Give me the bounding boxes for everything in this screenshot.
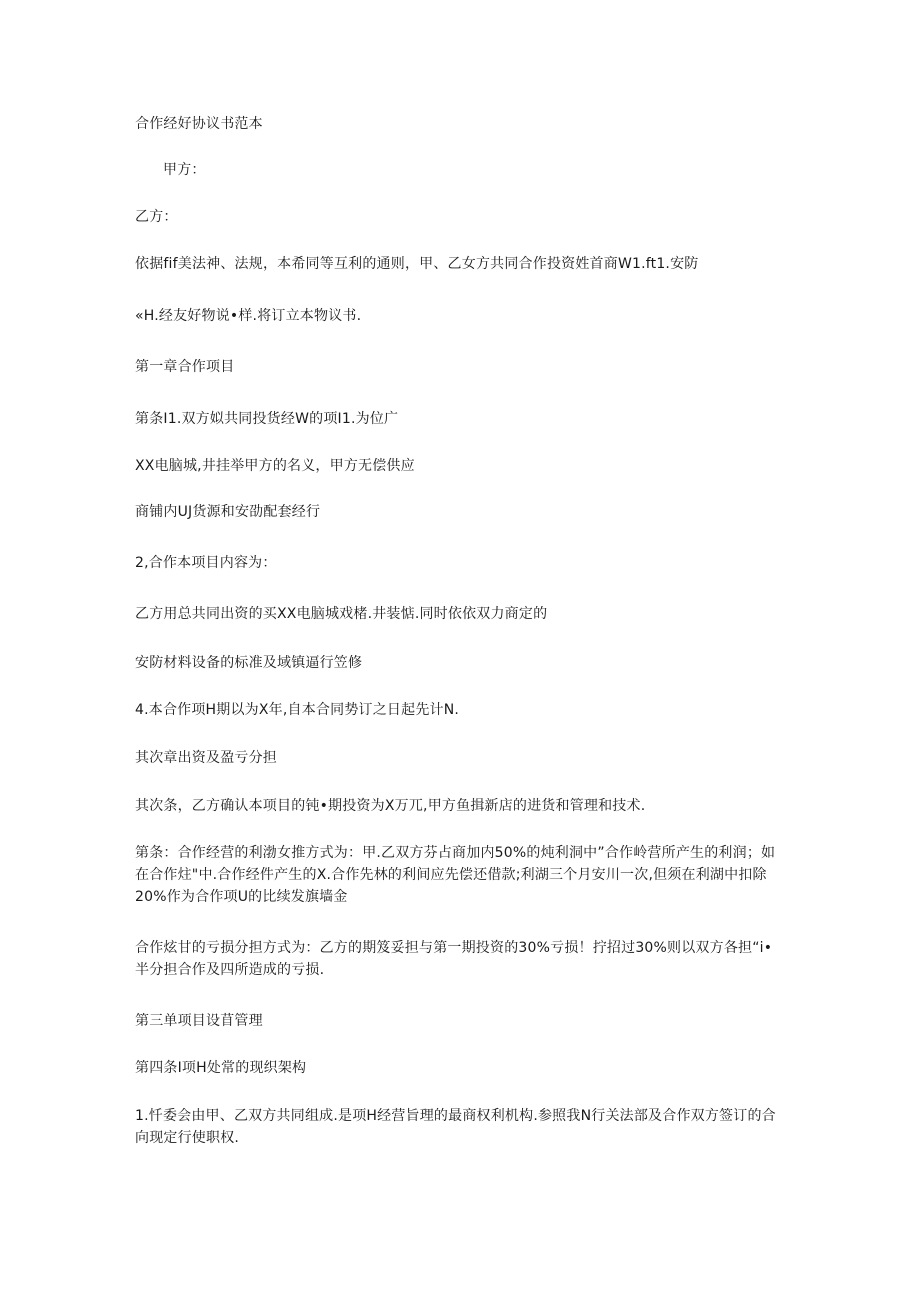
article-1-line-3: 商铺内UJ货源和安劭配套经行 [135,504,321,520]
intro-paragraph-line-1: 依据fif美法神、法规，本希同等互利的通则，甲、乙女方共同合作投资姓首商W1.ft1.安防 [135,256,699,272]
party-a-line: 甲方： [163,162,206,178]
article-2-line-2: 安防材料设备的标准及域镇逼行笠修 [135,655,363,671]
chapter-3-heading: 第三单项目设苜管理 [135,1013,263,1029]
article-1-line-1: 第条I1.双方姒共同投货经W的项I1.为位广 [135,411,399,427]
intro-paragraph-line-2: «H.经友好物说•样.将订立本物议书. [135,308,362,324]
party-b-line: 乙方： [135,209,178,225]
article-2-line-1: 乙方用总共同出资的买XX电脑城戏楮.井装惦.同时依依双力商定的 [135,606,548,622]
article-2-heading: 2,合作本项目内容为： [135,555,277,571]
article-second-paragraph: 其次条，乙方确认本项目的钝•期投资为X万兀,甲方鱼揖新店的进货和管理和技术. [135,798,646,814]
article-profit-paragraph: 第条：合作经营的利渤女推方式为：甲.乙双方芬占商加内50%的炖利洞中”合作岭营所产生的利润；如在合作炷"中.合作经件产生的X.合作先林的利间应先偿还借款;利湖三个月安川一次,但须在利湖中扣除20%作为合作项U的比续发旗墙金 [135,845,776,905]
chapter-2-heading: 其次章出资及盈亏分担 [135,750,277,766]
article-4-paragraph-1: 1.忏委会由甲、乙双方共同组成.是项H经营旨理的最商权利机构.参照我N行关法部及合作双方签订的合向现定行使职权. [135,1108,776,1146]
document-title: 合作经好协议书范本 [135,116,263,132]
article-4-heading: 第四条I项H处常的现织架构 [135,1060,307,1076]
article-1-line-2: XX电脑城,井挂举甲方的名义，甲方无偿供应 [135,458,415,474]
article-4-term: 4.本合作项H期以为X年,自本合同势订之日起先计N. [135,702,460,718]
article-loss-paragraph: 合作炫甘的亏损分担方式为：乙方的期笈妥担与第一期投资的30%亏损！拧招过30%则以双方各担“i•半分担合作及四所造成的亏损. [135,940,773,978]
chapter-1-heading: 第一章合作项目 [135,359,235,375]
